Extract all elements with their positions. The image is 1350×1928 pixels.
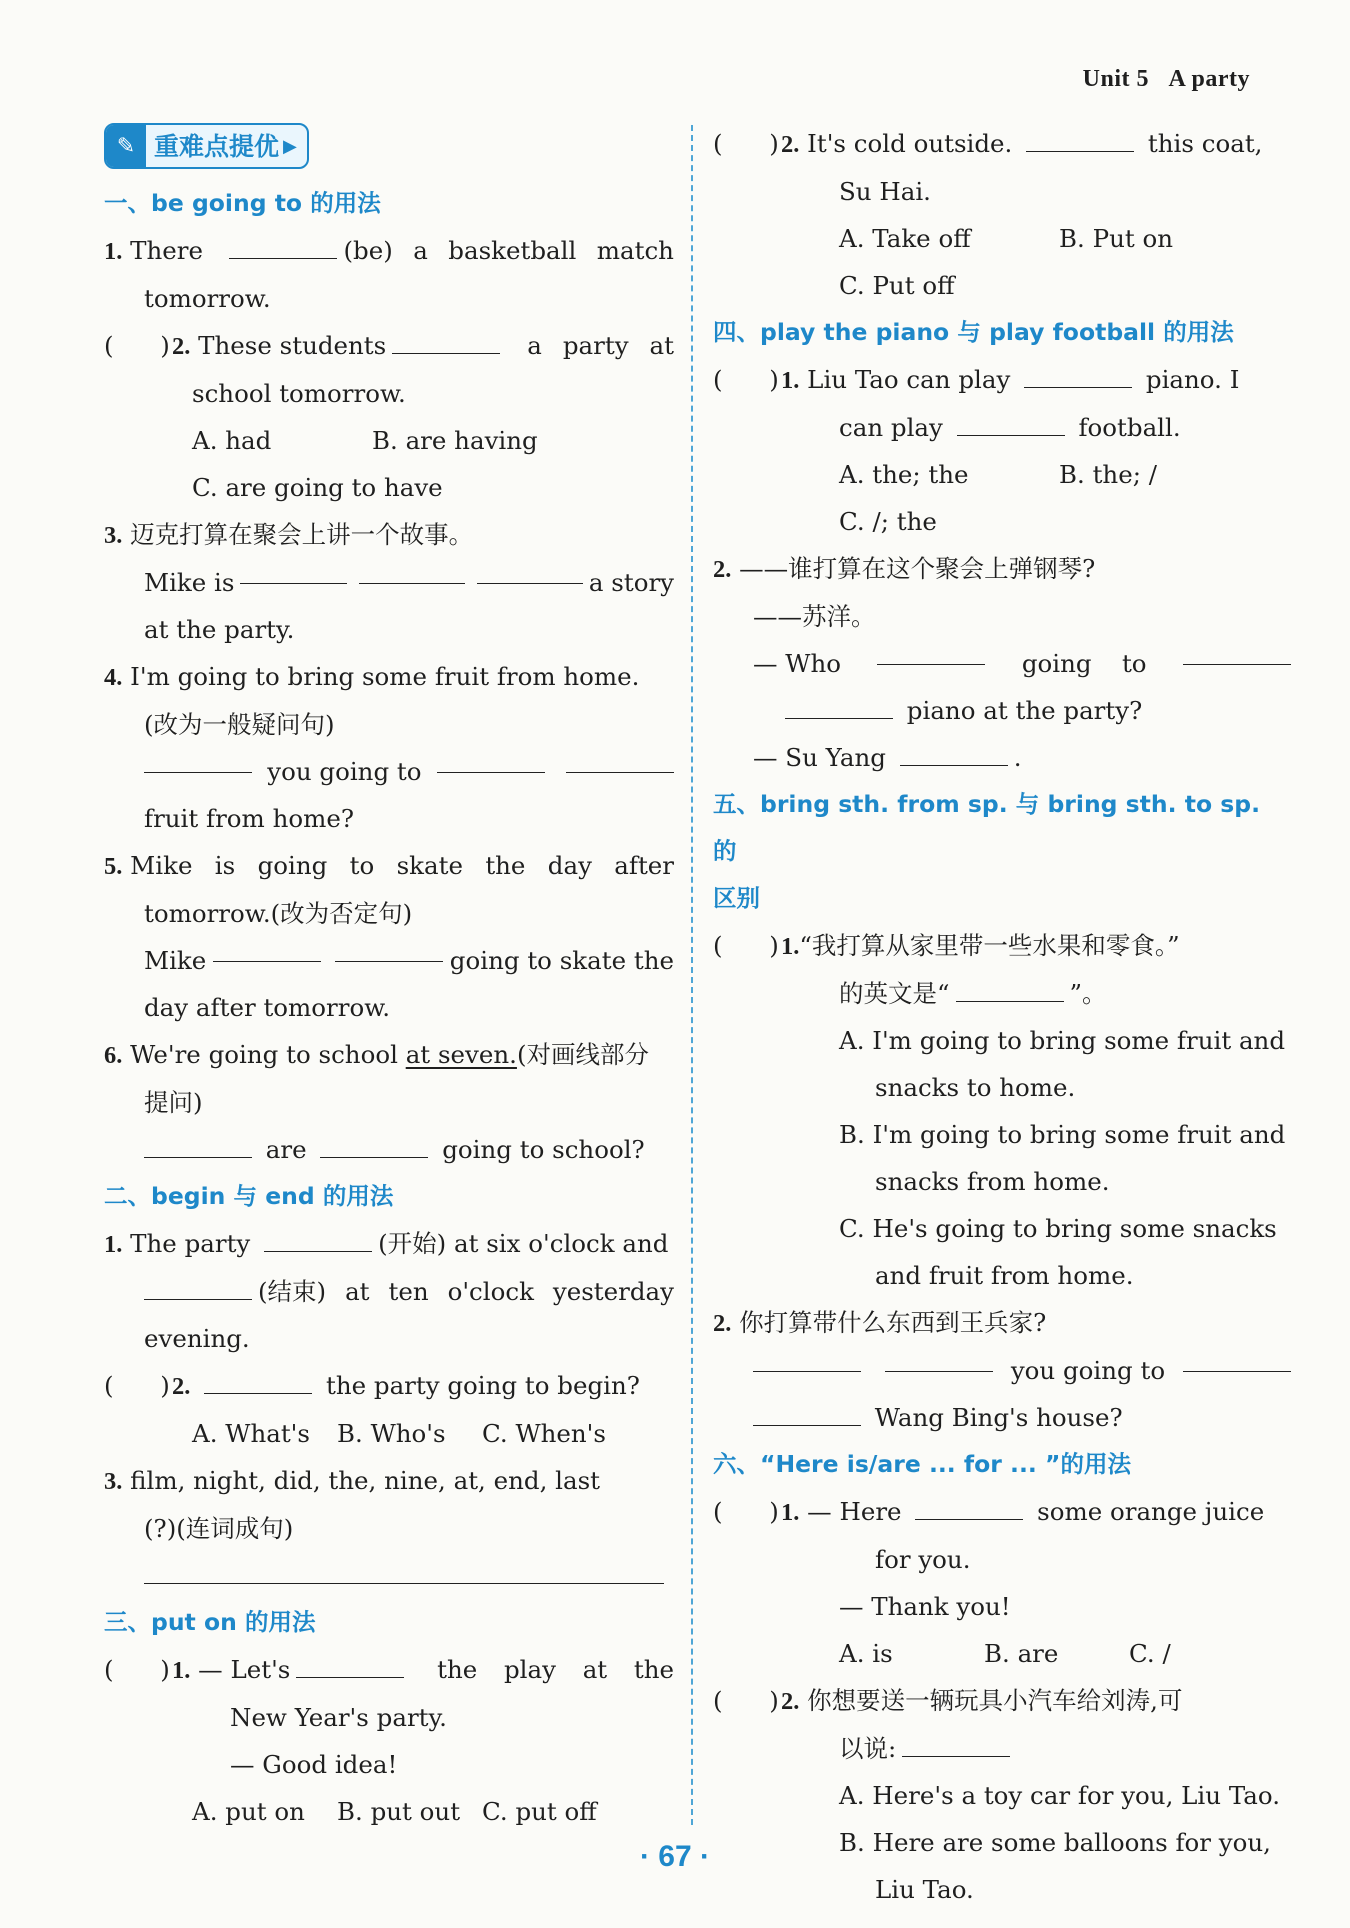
- answer-line: [713, 734, 1291, 781]
- answer-line: [713, 1347, 1291, 1394]
- answer-paren[interactable]: ( ): [104, 1371, 170, 1400]
- text: yesterday: [552, 1277, 674, 1306]
- answer-blank[interactable]: [144, 748, 252, 773]
- tip-box: [104, 123, 309, 169]
- left-column: [104, 120, 674, 1835]
- option-a[interactable]: A. Here's a toy car for you, Liu Tao.: [839, 1781, 1280, 1810]
- option-c-cont: and fruit from home.: [875, 1261, 1134, 1290]
- text: Mike: [144, 946, 207, 975]
- unit-label: Unit 5: [1082, 66, 1149, 92]
- text: tomorrow.(改为否定句): [144, 899, 413, 928]
- tip-title: 重难点提优: [154, 131, 280, 161]
- question: [104, 227, 674, 275]
- option-b[interactable]: B. the; /: [1059, 460, 1157, 489]
- text: There: [130, 236, 204, 265]
- option-c[interactable]: C. are going to have: [192, 473, 443, 502]
- text: going: [1021, 649, 1092, 678]
- option-b[interactable]: B. are: [984, 1639, 1059, 1668]
- question-number: 6.: [104, 1042, 123, 1069]
- text: — Su Yang: [753, 743, 886, 772]
- text: — Who: [753, 649, 841, 678]
- question: [104, 1362, 674, 1410]
- option-b[interactable]: B. Who's: [337, 1419, 446, 1448]
- text: (开始) at six o'clock and: [378, 1229, 669, 1258]
- answer-blank[interactable]: [144, 1559, 664, 1584]
- text: school tomorrow.: [192, 379, 406, 408]
- option-c[interactable]: C. When's: [482, 1419, 606, 1448]
- text: We're going to school: [130, 1040, 398, 1069]
- text: day: [547, 851, 592, 880]
- section-title-3: 三、put on 的用法: [104, 1608, 316, 1636]
- question: [104, 1031, 674, 1079]
- text: going to skate the: [449, 946, 674, 975]
- tip-banner: [104, 120, 674, 172]
- text: piano at the party?: [906, 696, 1143, 725]
- answer-blank[interactable]: [956, 977, 1064, 1002]
- option-b[interactable]: B. put out: [337, 1797, 461, 1826]
- column-divider: [691, 125, 693, 1825]
- answer-line: [104, 1126, 674, 1173]
- answer-paren[interactable]: ( ): [713, 129, 779, 158]
- answer-line: [104, 1552, 674, 1599]
- text: match: [596, 236, 674, 265]
- section-title-2: 二、begin 与 end 的用法: [104, 1182, 394, 1210]
- text: (be): [343, 236, 393, 265]
- answer-paren[interactable]: ( ): [713, 931, 779, 960]
- section-title-5-cont: 区别: [713, 884, 760, 912]
- instruction: (改为一般疑问句): [144, 710, 335, 739]
- question: [713, 545, 1291, 593]
- option-b[interactable]: B. Put on: [1059, 224, 1174, 253]
- answer-blank[interactable]: [335, 937, 443, 962]
- text: to: [349, 851, 375, 880]
- text: the: [437, 1655, 478, 1684]
- text: the: [633, 1655, 674, 1684]
- options: [713, 451, 1291, 498]
- question-number: 2.: [713, 556, 732, 583]
- text: — Here: [807, 1497, 902, 1526]
- answer-blank[interactable]: [753, 1347, 861, 1372]
- option-a[interactable]: A. I'm going to bring some fruit and: [839, 1026, 1286, 1055]
- option-c[interactable]: C. /; the: [839, 507, 937, 536]
- text: o'clock: [447, 1277, 534, 1306]
- instruction: (?)(连词成句): [144, 1514, 294, 1543]
- text: evening.: [144, 1324, 250, 1353]
- text: — Let's: [198, 1655, 291, 1684]
- answer-line: [104, 937, 674, 984]
- question-number: 5.: [104, 853, 123, 880]
- question-number: 3.: [104, 1468, 123, 1495]
- answer-blank[interactable]: [957, 411, 1065, 436]
- option-c[interactable]: C. Put off: [839, 271, 955, 300]
- answer-line: [104, 748, 674, 795]
- question-number: 2.: [172, 333, 191, 360]
- text: after: [614, 851, 674, 880]
- question: [713, 356, 1291, 404]
- question-line: [713, 404, 1291, 451]
- answer-blank[interactable]: [885, 1347, 993, 1372]
- right-column: [713, 120, 1291, 1913]
- text: Su Hai.: [839, 177, 931, 206]
- answer-blank[interactable]: [144, 1133, 252, 1158]
- text: going: [257, 851, 328, 880]
- play-arrow-icon: ▶: [283, 135, 297, 157]
- answer-line: [104, 559, 674, 606]
- text: party: [562, 331, 629, 360]
- answer-blank[interactable]: [320, 1133, 428, 1158]
- question-number: 1.: [781, 367, 800, 394]
- text: you going to: [1010, 1356, 1166, 1385]
- text: skate: [396, 851, 463, 880]
- answer-blank[interactable]: [264, 1227, 372, 1252]
- options: [713, 1630, 1291, 1677]
- options: [104, 417, 674, 464]
- answer-line: [713, 640, 1291, 687]
- text: are: [265, 1135, 307, 1164]
- question-number: 1.: [781, 1499, 800, 1526]
- option-c[interactable]: C. /: [1129, 1639, 1171, 1668]
- options: [104, 1410, 674, 1457]
- text: (结束): [258, 1277, 327, 1306]
- option-b[interactable]: B. I'm going to bring some fruit and: [839, 1120, 1286, 1149]
- section-title-5: 五、bring sth. from sp. 与 bring sth. to sp. 的: [713, 790, 1261, 865]
- text: you going to: [267, 757, 422, 786]
- text: a story: [588, 568, 675, 597]
- option-a[interactable]: A. the; the: [839, 460, 969, 489]
- option-a-cont: snacks to home.: [875, 1073, 1076, 1102]
- section-title-4: 四、play the piano 与 play football 的用法: [713, 318, 1234, 346]
- answer-paren[interactable]: ( ): [713, 365, 779, 394]
- answer-blank[interactable]: [785, 694, 893, 719]
- text: at: [582, 1655, 608, 1684]
- text: going to school?: [442, 1135, 645, 1164]
- text: for you.: [875, 1545, 971, 1574]
- answer-paren[interactable]: ( ): [104, 1655, 170, 1684]
- text: 以说:: [839, 1734, 897, 1763]
- text: to: [1121, 649, 1147, 678]
- option-c[interactable]: C. put off: [482, 1797, 597, 1826]
- option-b-cont: Liu Tao.: [875, 1875, 974, 1904]
- text: 你想要送一辆玩具小汽车给刘涛,可: [807, 1686, 1183, 1715]
- text: some orange juice: [1037, 1497, 1265, 1526]
- text: New Year's party.: [230, 1703, 447, 1732]
- pencil-icon: ✎: [106, 125, 146, 167]
- answer-blank[interactable]: [753, 1401, 861, 1426]
- text: tomorrow.: [144, 284, 271, 313]
- question-number: 1.: [104, 1231, 123, 1258]
- question: [104, 1220, 674, 1268]
- answer-blank[interactable]: [900, 741, 1008, 766]
- text: day after tomorrow.: [144, 993, 391, 1022]
- question: [713, 1299, 1291, 1347]
- text: — Thank you!: [839, 1592, 1011, 1621]
- text: a: [527, 331, 542, 360]
- question-number: 2.: [781, 1688, 800, 1715]
- text: ——谁打算在这个聚会上弹钢琴?: [739, 554, 1096, 583]
- answer-blank[interactable]: [1024, 363, 1132, 388]
- answer-paren[interactable]: ( ): [713, 1497, 779, 1526]
- question-number: 2.: [713, 1310, 732, 1337]
- question-number: 1.: [104, 238, 123, 265]
- text: this coat,: [1147, 129, 1263, 158]
- answer-blank[interactable]: [229, 234, 337, 259]
- answer-blank[interactable]: [566, 748, 674, 773]
- answer-blank[interactable]: [213, 937, 321, 962]
- text: the party going to begin?: [325, 1371, 640, 1400]
- text: Mike: [130, 851, 193, 880]
- text: The party: [130, 1229, 251, 1258]
- question-number: 1.: [172, 1657, 191, 1684]
- text: basketball: [448, 236, 577, 265]
- question-line: [104, 1268, 674, 1315]
- answer-line: [713, 1394, 1291, 1441]
- answer-blank[interactable]: [1026, 127, 1134, 152]
- text: film, night, did, the, nine, at, end, last: [130, 1466, 601, 1495]
- question-number: 3.: [104, 522, 123, 549]
- text: Liu Tao can play: [807, 365, 1011, 394]
- options: [104, 1788, 674, 1835]
- answer-blank[interactable]: [477, 559, 583, 584]
- text: “我打算从家里带一些水果和零食。”: [799, 931, 1180, 960]
- text: fruit from home?: [144, 804, 354, 833]
- answer-paren[interactable]: ( ): [713, 1686, 779, 1715]
- answer-blank[interactable]: [902, 1732, 1010, 1757]
- option-a[interactable]: A. had: [192, 426, 272, 455]
- option-a[interactable]: A. is: [839, 1639, 893, 1668]
- text: These students: [198, 331, 387, 360]
- text: 的英文是“: [839, 979, 950, 1008]
- question: [713, 922, 1291, 970]
- answer-blank[interactable]: [144, 1275, 252, 1300]
- answer-blank[interactable]: [877, 640, 985, 665]
- instruction: 提问): [144, 1088, 203, 1117]
- instruction: (对画线部分: [516, 1040, 649, 1069]
- question: [104, 842, 674, 890]
- text: ——苏洋。: [753, 602, 876, 631]
- text: ten: [388, 1277, 429, 1306]
- answer-blank[interactable]: [296, 1653, 404, 1678]
- text: — Good idea!: [230, 1750, 398, 1779]
- question: [104, 1457, 674, 1505]
- answer-blank[interactable]: [437, 748, 545, 773]
- question: [104, 653, 674, 701]
- text: at the party.: [144, 615, 295, 644]
- text: ”。: [1069, 979, 1107, 1008]
- answer-blank[interactable]: [392, 329, 500, 354]
- page-number: · 67 ·: [639, 1840, 711, 1873]
- option-b-cont: snacks from home.: [875, 1167, 1110, 1196]
- option-a[interactable]: A. Take off: [839, 224, 971, 253]
- answer-line: [713, 687, 1291, 734]
- option-c[interactable]: C. He's going to bring some snacks: [839, 1214, 1277, 1243]
- option-a[interactable]: A. What's: [192, 1419, 310, 1448]
- answer-blank[interactable]: [1183, 640, 1291, 665]
- text: It's cold outside.: [807, 129, 1013, 158]
- unit-title: A party: [1168, 66, 1250, 92]
- option-a[interactable]: A. put on: [192, 1797, 305, 1826]
- answer-blank[interactable]: [240, 559, 346, 584]
- answer-blank[interactable]: [204, 1369, 312, 1394]
- text: 你打算带什么东西到王兵家?: [739, 1308, 1047, 1337]
- text: play: [503, 1655, 556, 1684]
- question: [713, 1488, 1291, 1536]
- answer-blank[interactable]: [1183, 1347, 1291, 1372]
- options: [713, 215, 1291, 262]
- question-line: [713, 1725, 1291, 1772]
- text: football.: [1078, 413, 1181, 442]
- question-number: 4.: [104, 664, 123, 691]
- section-title-6: 六、“Here is/are ... for ... ”的用法: [713, 1450, 1131, 1478]
- text: the: [485, 851, 526, 880]
- section-title-1: 一、be going to 的用法: [104, 189, 381, 217]
- question: [713, 120, 1291, 168]
- answer-paren[interactable]: ( ): [104, 331, 170, 360]
- text: piano. I: [1145, 365, 1240, 394]
- text: is: [214, 851, 236, 880]
- question: [104, 511, 674, 559]
- text: I'm going to bring some fruit from home.: [130, 662, 640, 691]
- question: [104, 322, 674, 370]
- text: 迈克打算在聚会上讲一个故事。: [130, 520, 474, 549]
- text: can play: [839, 413, 943, 442]
- question-number: 2.: [781, 131, 800, 158]
- question-number: 1.: [781, 933, 800, 960]
- question: [713, 1677, 1291, 1725]
- underlined-text: at seven.: [405, 1040, 517, 1069]
- text: .: [1013, 743, 1022, 772]
- text: Wang Bing's house?: [874, 1403, 1123, 1432]
- text: Mike is: [144, 568, 235, 597]
- option-b[interactable]: B. Here are some balloons for you,: [839, 1828, 1271, 1857]
- answer-blank[interactable]: [915, 1495, 1023, 1520]
- answer-blank[interactable]: [359, 559, 465, 584]
- question-number: 2.: [172, 1373, 191, 1400]
- text: at: [345, 1277, 370, 1306]
- text: at: [649, 331, 674, 360]
- running-header: [1083, 66, 1250, 93]
- text: a: [413, 236, 428, 265]
- question-line: [713, 970, 1291, 1017]
- option-b[interactable]: B. are having: [372, 426, 538, 455]
- question: [104, 1646, 674, 1694]
